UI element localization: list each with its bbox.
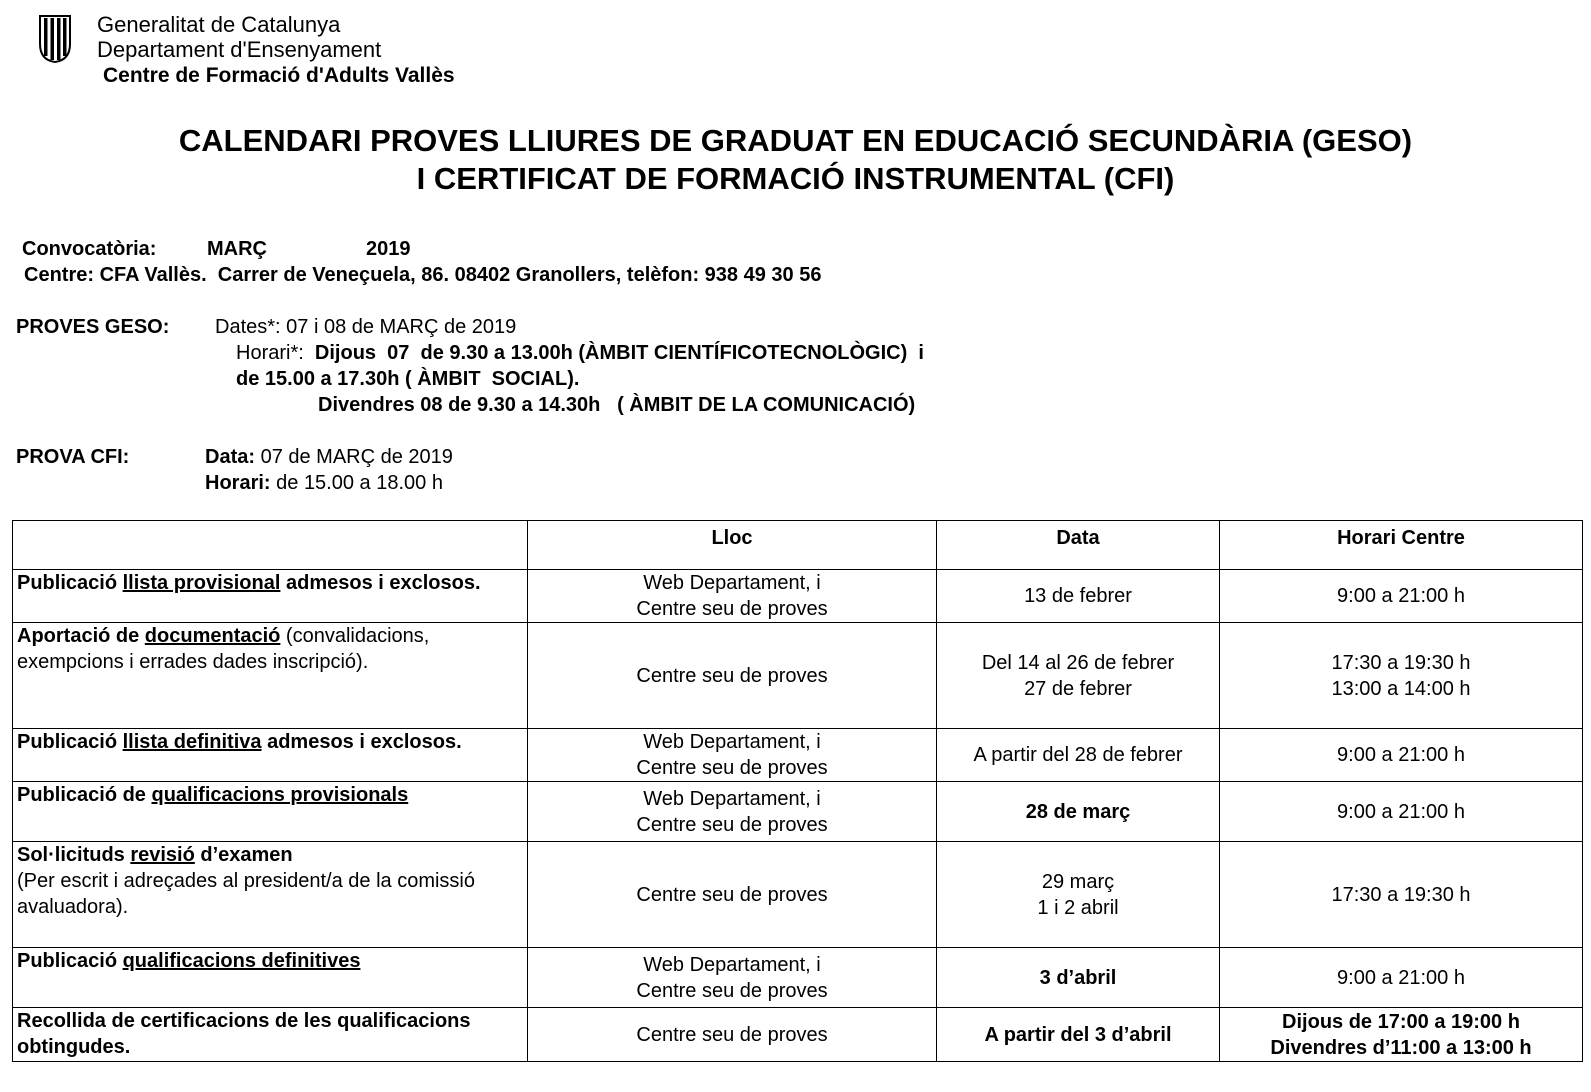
header-lloc: Lloc: [528, 521, 937, 570]
row-horari: 9:00 a 21:00 h: [1220, 948, 1583, 1008]
cfi-horari-value: de 15.00 a 18.00 h: [270, 472, 443, 494]
table-row: [13, 623, 1583, 729]
row-lloc: Centre seu de proves: [528, 1008, 937, 1062]
convocatoria-year: 2019: [366, 238, 411, 260]
row-concept-note: (Per escrit i adreçades al president/a de la comissió avaluadora).: [17, 870, 475, 918]
row-concept: Publicació llista definitiva admesos i exclosos.: [13, 729, 528, 782]
row-data: Del 14 al 26 de febrer 27 de febrer: [937, 623, 1220, 729]
row-concept: Publicació qualificacions definitives: [13, 948, 528, 1008]
org-centre-name: Centre de Formació d'Adults Vallès: [103, 64, 455, 87]
cfi-data: [205, 444, 453, 470]
table-row: [13, 570, 1583, 623]
table-row: [13, 782, 1583, 842]
cfi-data-label: Data:: [205, 446, 256, 468]
table-row: [13, 842, 1583, 948]
cfi-horari: [205, 470, 443, 496]
row-concept: Publicació llista provisional admesos i exclosos.: [13, 570, 528, 623]
row-concept: Aportació de documentació (convalidacions, exempcions i errades dades inscripció).: [13, 623, 528, 729]
geso-dates: Dates*: 07 i 08 de MARÇ de 2019: [215, 316, 517, 338]
row-lloc: Centre seu de proves: [528, 842, 937, 948]
cfi-horari-label: Horari:: [205, 472, 271, 494]
generalitat-logo-icon: [38, 14, 72, 64]
centre-info: [24, 262, 821, 288]
geso-day1: Dijous 07 de 9.30 a 13.00h (ÀMBIT CIENTÍFICOTECNOLÒGIC) i: [314, 342, 924, 364]
header-concept: [13, 521, 528, 570]
geso-day2: Divendres 08 de 9.30 a 14.30h ( ÀMBIT DE LA COMUNICACIÓ): [318, 394, 916, 416]
row-lloc: Web Departament, i Centre seu de proves: [528, 948, 937, 1008]
row-horari: Dijous de 17:00 a 19:00 h Divendres d’11:00 a 13:00 h: [1220, 1008, 1583, 1062]
row-data: 3 d’abril: [937, 948, 1220, 1008]
convocatoria-label: Convocatòria:: [22, 238, 157, 260]
row-horari: 9:00 a 21:00 h: [1220, 782, 1583, 842]
convocatoria-month: MARÇ: [207, 238, 267, 260]
row-lloc: Web Departament, i Centre seu de proves: [528, 570, 937, 623]
geso-day1-afternoon: de 15.00 a 17.30h ( ÀMBIT SOCIAL).: [236, 368, 580, 390]
geso-horari-label: Horari*:: [236, 342, 304, 364]
cfi-label: PROVA CFI:: [16, 446, 130, 468]
row-lloc: Centre seu de proves: [528, 623, 937, 729]
organization-header: [97, 12, 455, 88]
calendar-table: [12, 520, 1583, 1062]
row-data: A partir del 3 d’abril: [937, 1008, 1220, 1062]
row-data: 28 de març: [937, 782, 1220, 842]
row-concept: Recollida de certificacions de les qualificacions obtingudes.: [13, 1008, 528, 1062]
row-horari: 9:00 a 21:00 h: [1220, 729, 1583, 782]
table-row: [13, 729, 1583, 782]
row-data: 13 de febrer: [937, 570, 1220, 623]
row-lloc: Web Departament, i Centre seu de proves: [528, 729, 937, 782]
table-row: [13, 948, 1583, 1008]
row-data: 29 març 1 i 2 abril: [937, 842, 1220, 948]
row-lloc: Web Departament, i Centre seu de proves: [528, 782, 937, 842]
org-line-2: Departament d'Ensenyament: [97, 37, 382, 62]
geso-horari-line-1: [236, 340, 924, 366]
org-line-1: Generalitat de Catalunya: [97, 12, 341, 37]
cfi-data-value: 07 de MARÇ de 2019: [255, 446, 453, 468]
row-horari: 9:00 a 21:00 h: [1220, 570, 1583, 623]
row-data: A partir del 28 de febrer: [937, 729, 1220, 782]
row-horari: 17:30 a 19:30 h: [1220, 842, 1583, 948]
centre-label: Centre: CFA Vallès.: [24, 264, 207, 286]
row-horari: 17:30 a 19:30 h 13:00 a 14:00 h: [1220, 623, 1583, 729]
row-concept: Sol·licituds revisió d’examen (Per escrit i adreçades al president/a de la comissió avaluadora).: [13, 842, 528, 948]
header-data: Data: [937, 521, 1220, 570]
document-title: [0, 122, 1591, 198]
table-header-row: [13, 521, 1583, 570]
row-concept: Publicació de qualificacions provisionals: [13, 782, 528, 842]
centre-address: Carrer de Veneçuela, 86. 08402 Granollers, telèfon: 938 49 30 56: [217, 264, 822, 286]
table-row: [13, 1008, 1583, 1062]
geso-label: PROVES GESO:: [16, 316, 170, 338]
title-line-1: CALENDARI PROVES LLIURES DE GRADUAT EN EDUCACIÓ SECUNDÀRIA (GESO): [178, 123, 1413, 158]
title-line-2: I CERTIFICAT DE FORMACIÓ INSTRUMENTAL (CFI): [416, 161, 1175, 196]
header-horari: Horari Centre: [1220, 521, 1583, 570]
